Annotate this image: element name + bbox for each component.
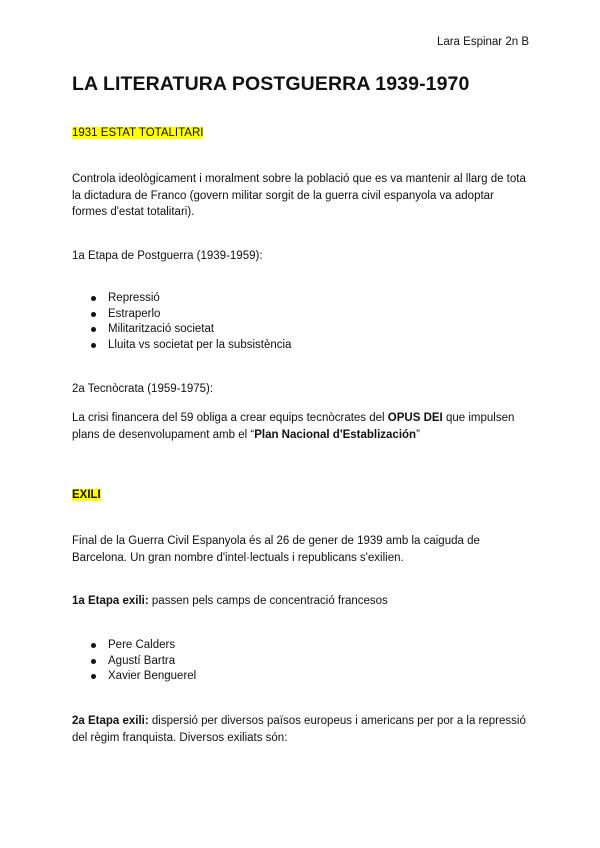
list-item: Militarització societat xyxy=(72,322,291,338)
section-heading-estat-totalitari xyxy=(72,125,532,142)
exili-authors-list xyxy=(72,638,196,685)
bullet-icon xyxy=(91,312,96,317)
paragraph-estat-totalitari: Controla ideològicament i moralment sobre la població que es va mantenir al llarg de tota la dictadura de Franco (govern militar sorgit de la guerra civil espanyola va adoptar formes d'estat totalitari). xyxy=(72,173,526,218)
author-header: Lara Espinar 2n B xyxy=(436,36,529,48)
bullet-icon xyxy=(91,327,96,332)
section-heading-exili xyxy=(72,487,532,504)
etapa2-heading: 2a Tecnòcrata (1959-1975): xyxy=(72,383,214,395)
highlighted-heading: EXILI xyxy=(72,489,101,501)
exili-etapa1: 1a Etapa exili: passen pels camps de concentració francesos xyxy=(72,595,388,607)
list-item: Estraperlo xyxy=(72,307,291,323)
list-item: Repressió xyxy=(72,291,291,307)
etapa2-paragraph: La crisi financera del 59 obliga a crear equips tecnòcrates del OPUS DEI que impulsen plans de desenvolupament amb el “Plan Nacional d'Establización” xyxy=(72,412,515,441)
opus-dei-term: OPUS DEI xyxy=(387,412,443,424)
etapa1-list xyxy=(72,291,291,353)
bullet-icon xyxy=(91,659,96,664)
etapa1-heading: 1a Etapa de Postguerra (1939-1959): xyxy=(72,250,263,262)
etapa1-exili-label: 1a Etapa exili: xyxy=(72,595,149,607)
highlighted-heading: 1931 ESTAT TOTALITARI xyxy=(72,127,204,139)
list-item: Lluita vs societat per la subsistència xyxy=(72,338,291,354)
exili-paragraph: Final de la Guerra Civil Espanyola és al 26 de gener de 1939 amb la caiguda de Barcelona. Un gran nombre d'intel·lectuals i republicans s'exilien. xyxy=(72,535,480,564)
plan-nacional-term: Plan Nacional d'Establización xyxy=(254,428,417,441)
bullet-icon xyxy=(91,343,96,348)
bullet-icon xyxy=(91,296,96,301)
etapa2-exili-label: 2a Etapa exili: xyxy=(72,715,149,727)
document-title: LA LITERATURA POSTGUERRA 1939-1970 xyxy=(72,73,470,95)
bullet-icon xyxy=(91,674,96,679)
list-item: Xavier Benguerel xyxy=(72,669,196,685)
exili-etapa2: 2a Etapa exili: dispersió per diversos països europeus i americans per por a la repressió del règim franquista. Diversos exiliats són: xyxy=(72,715,526,744)
list-item: Pere Calders xyxy=(72,638,196,654)
bullet-icon xyxy=(91,643,96,648)
list-item: Agustí Bartra xyxy=(72,654,196,670)
